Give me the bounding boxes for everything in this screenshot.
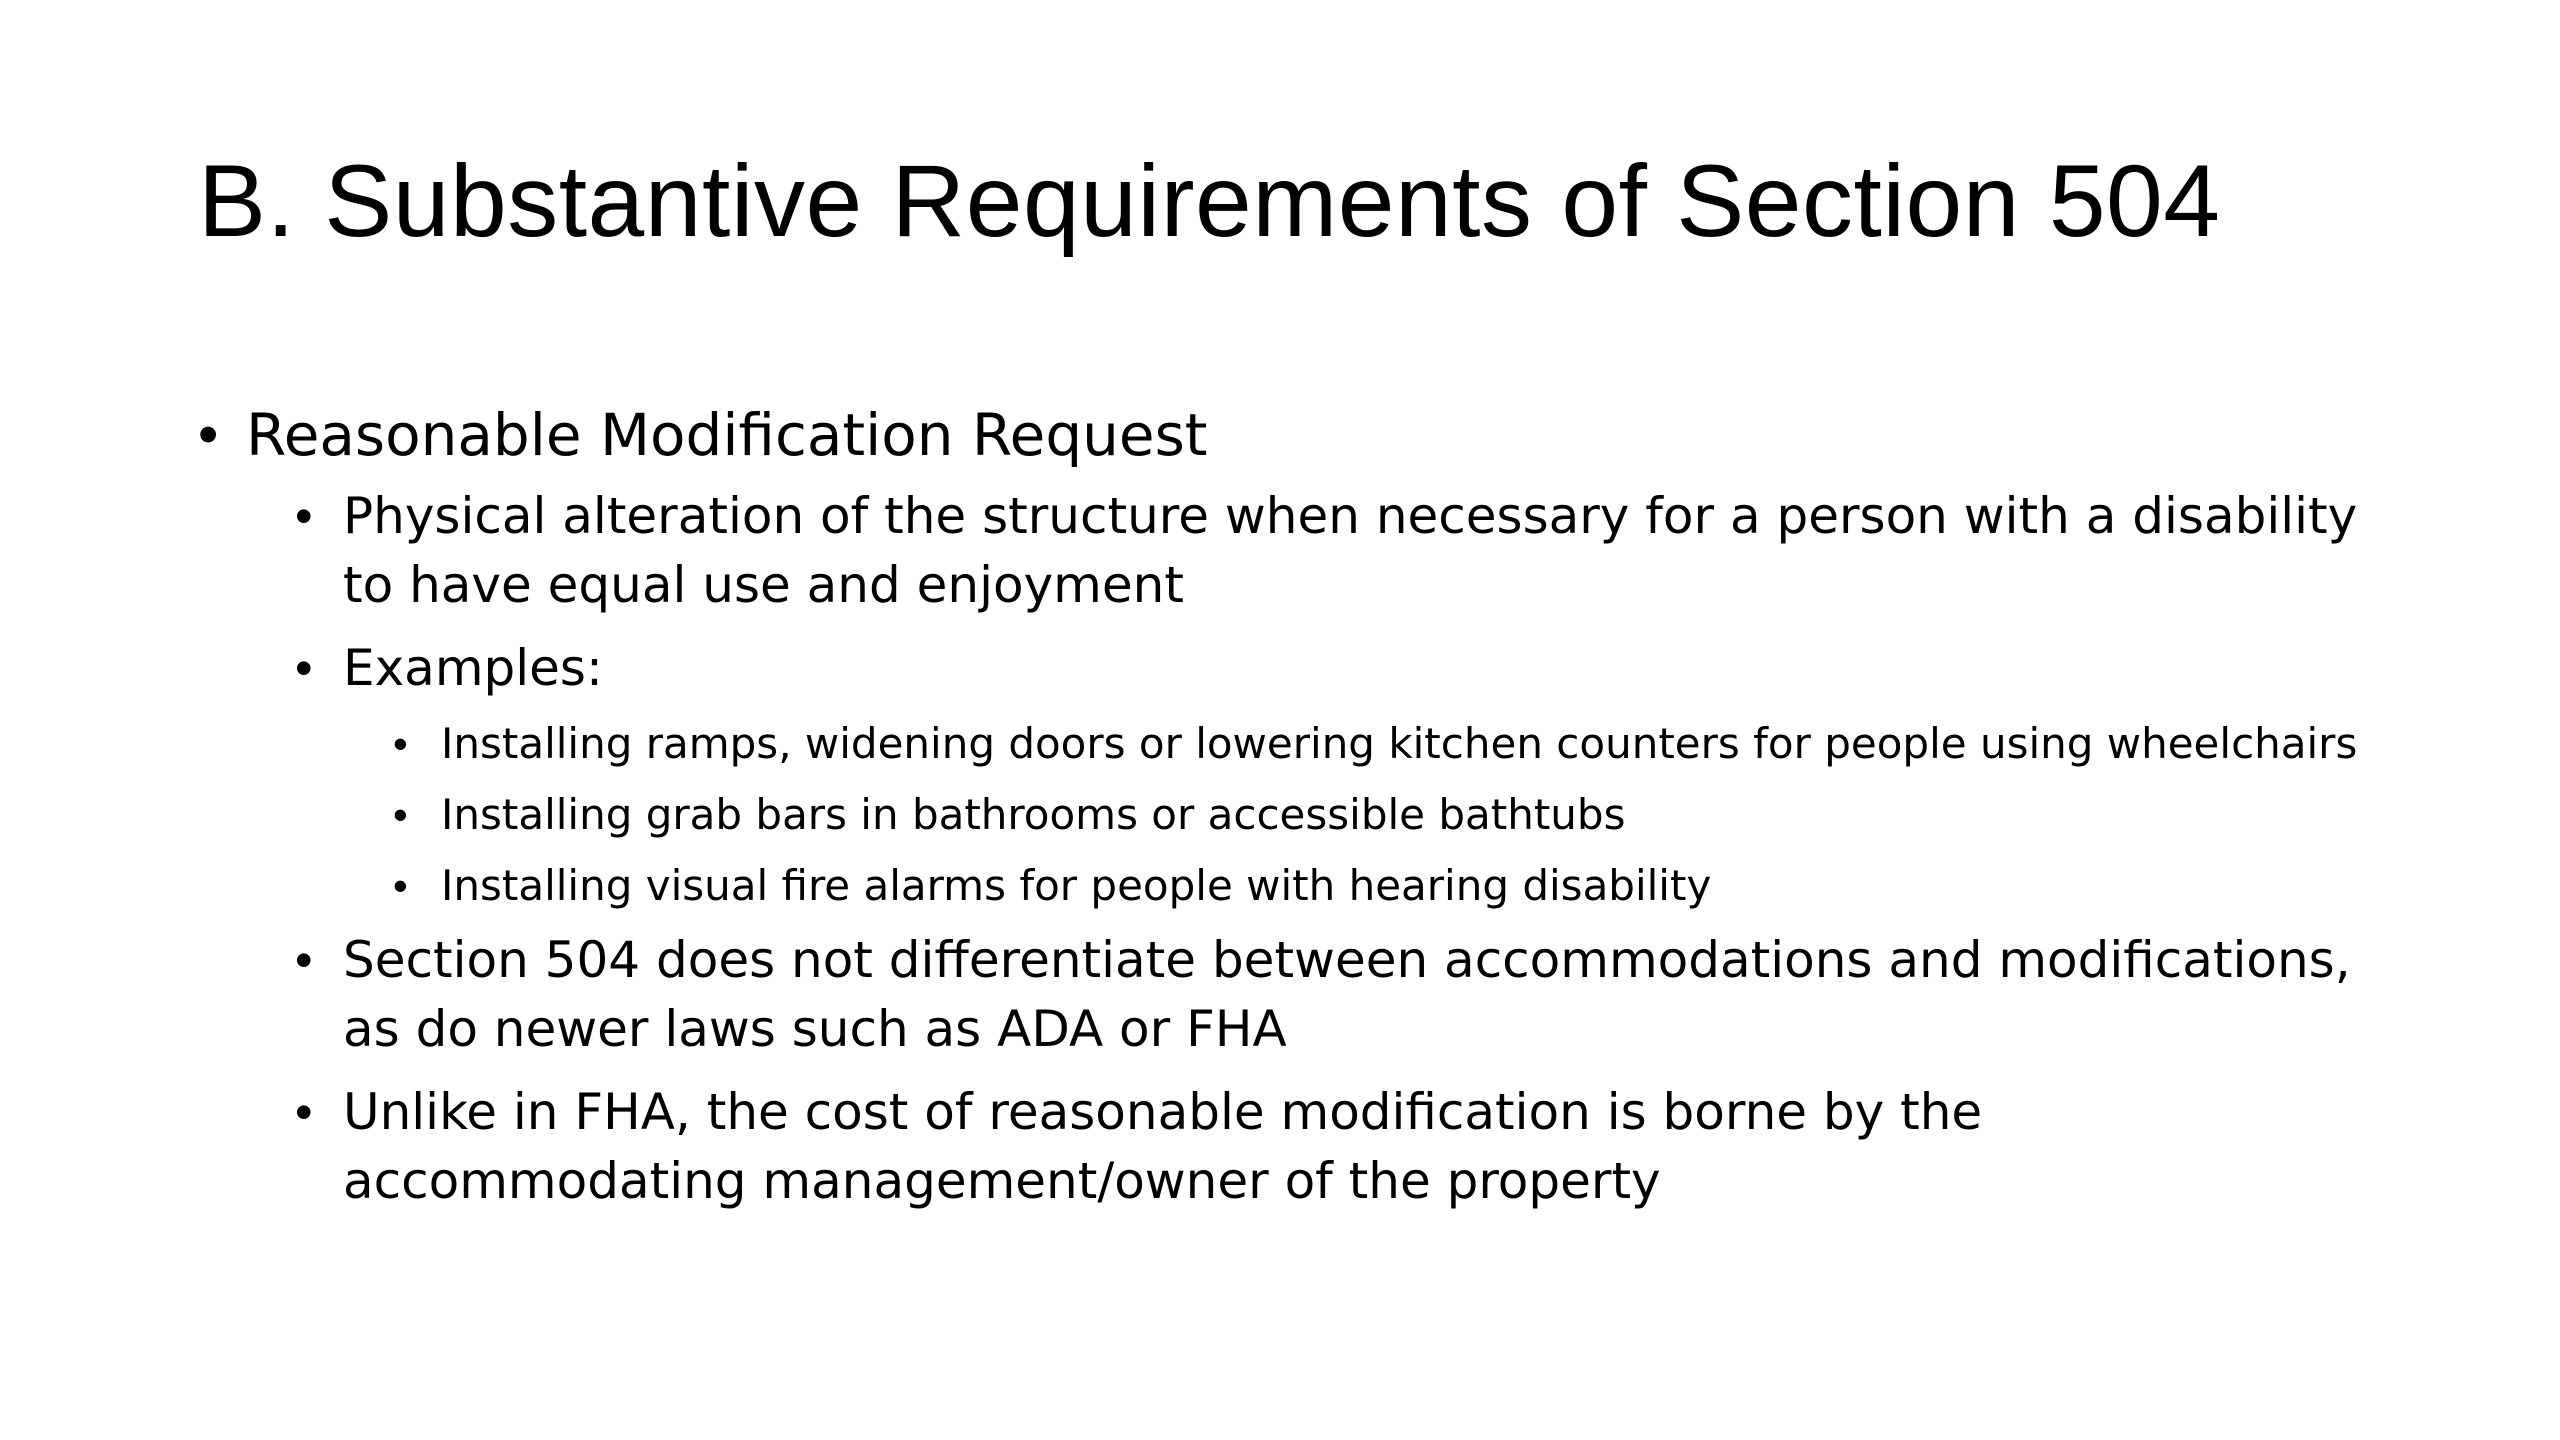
bullet-item-level3	[393, 786, 2378, 843]
bullet-item-level1	[198, 398, 2378, 472]
bullet-text: Physical alteration of the structure when necessary for a person with a disability to have equal use and enjoyment	[343, 487, 2358, 614]
bullet-item-level3	[393, 857, 2378, 914]
bullet-item-level3	[393, 715, 2378, 772]
bullet-text: Examples:	[343, 639, 603, 697]
bullet-item-level2	[295, 634, 2378, 703]
bullet-item-level2	[295, 1078, 2378, 1216]
bullet-dot-icon: •	[295, 1084, 313, 1140]
bullet-dot-icon: •	[295, 932, 313, 988]
bullet-text: Unlike in FHA, the cost of reasonable modification is borne by the accommodating management/owner of the property	[343, 1083, 1983, 1210]
bullet-text: Installing ramps, widening doors or lowering kitchen counters for people using wheelchairs	[441, 719, 2358, 768]
slide-title: B. Substantive Requirements of Section 504	[198, 144, 2221, 258]
bullet-text: Reasonable Modification Request	[246, 401, 1208, 469]
bullet-dot-icon: •	[393, 791, 408, 838]
bullet-dot-icon: •	[393, 862, 408, 909]
bullet-text: Section 504 does not differentiate between accommodations and modifications, as do newer laws such as ADA or FHA	[343, 931, 2351, 1058]
bullet-dot-icon: •	[393, 720, 408, 767]
bullet-dot-icon: •	[295, 640, 313, 696]
bullet-dot-icon: •	[198, 402, 219, 467]
bullet-dot-icon: •	[295, 488, 313, 544]
slide-body	[198, 398, 2378, 1216]
bullet-item-level2	[295, 926, 2378, 1064]
bullet-item-level2	[295, 482, 2378, 620]
bullet-text: Installing grab bars in bathrooms or accessible bathtubs	[441, 790, 1626, 839]
bullet-text: Installing visual fire alarms for people with hearing disability	[441, 861, 1712, 910]
